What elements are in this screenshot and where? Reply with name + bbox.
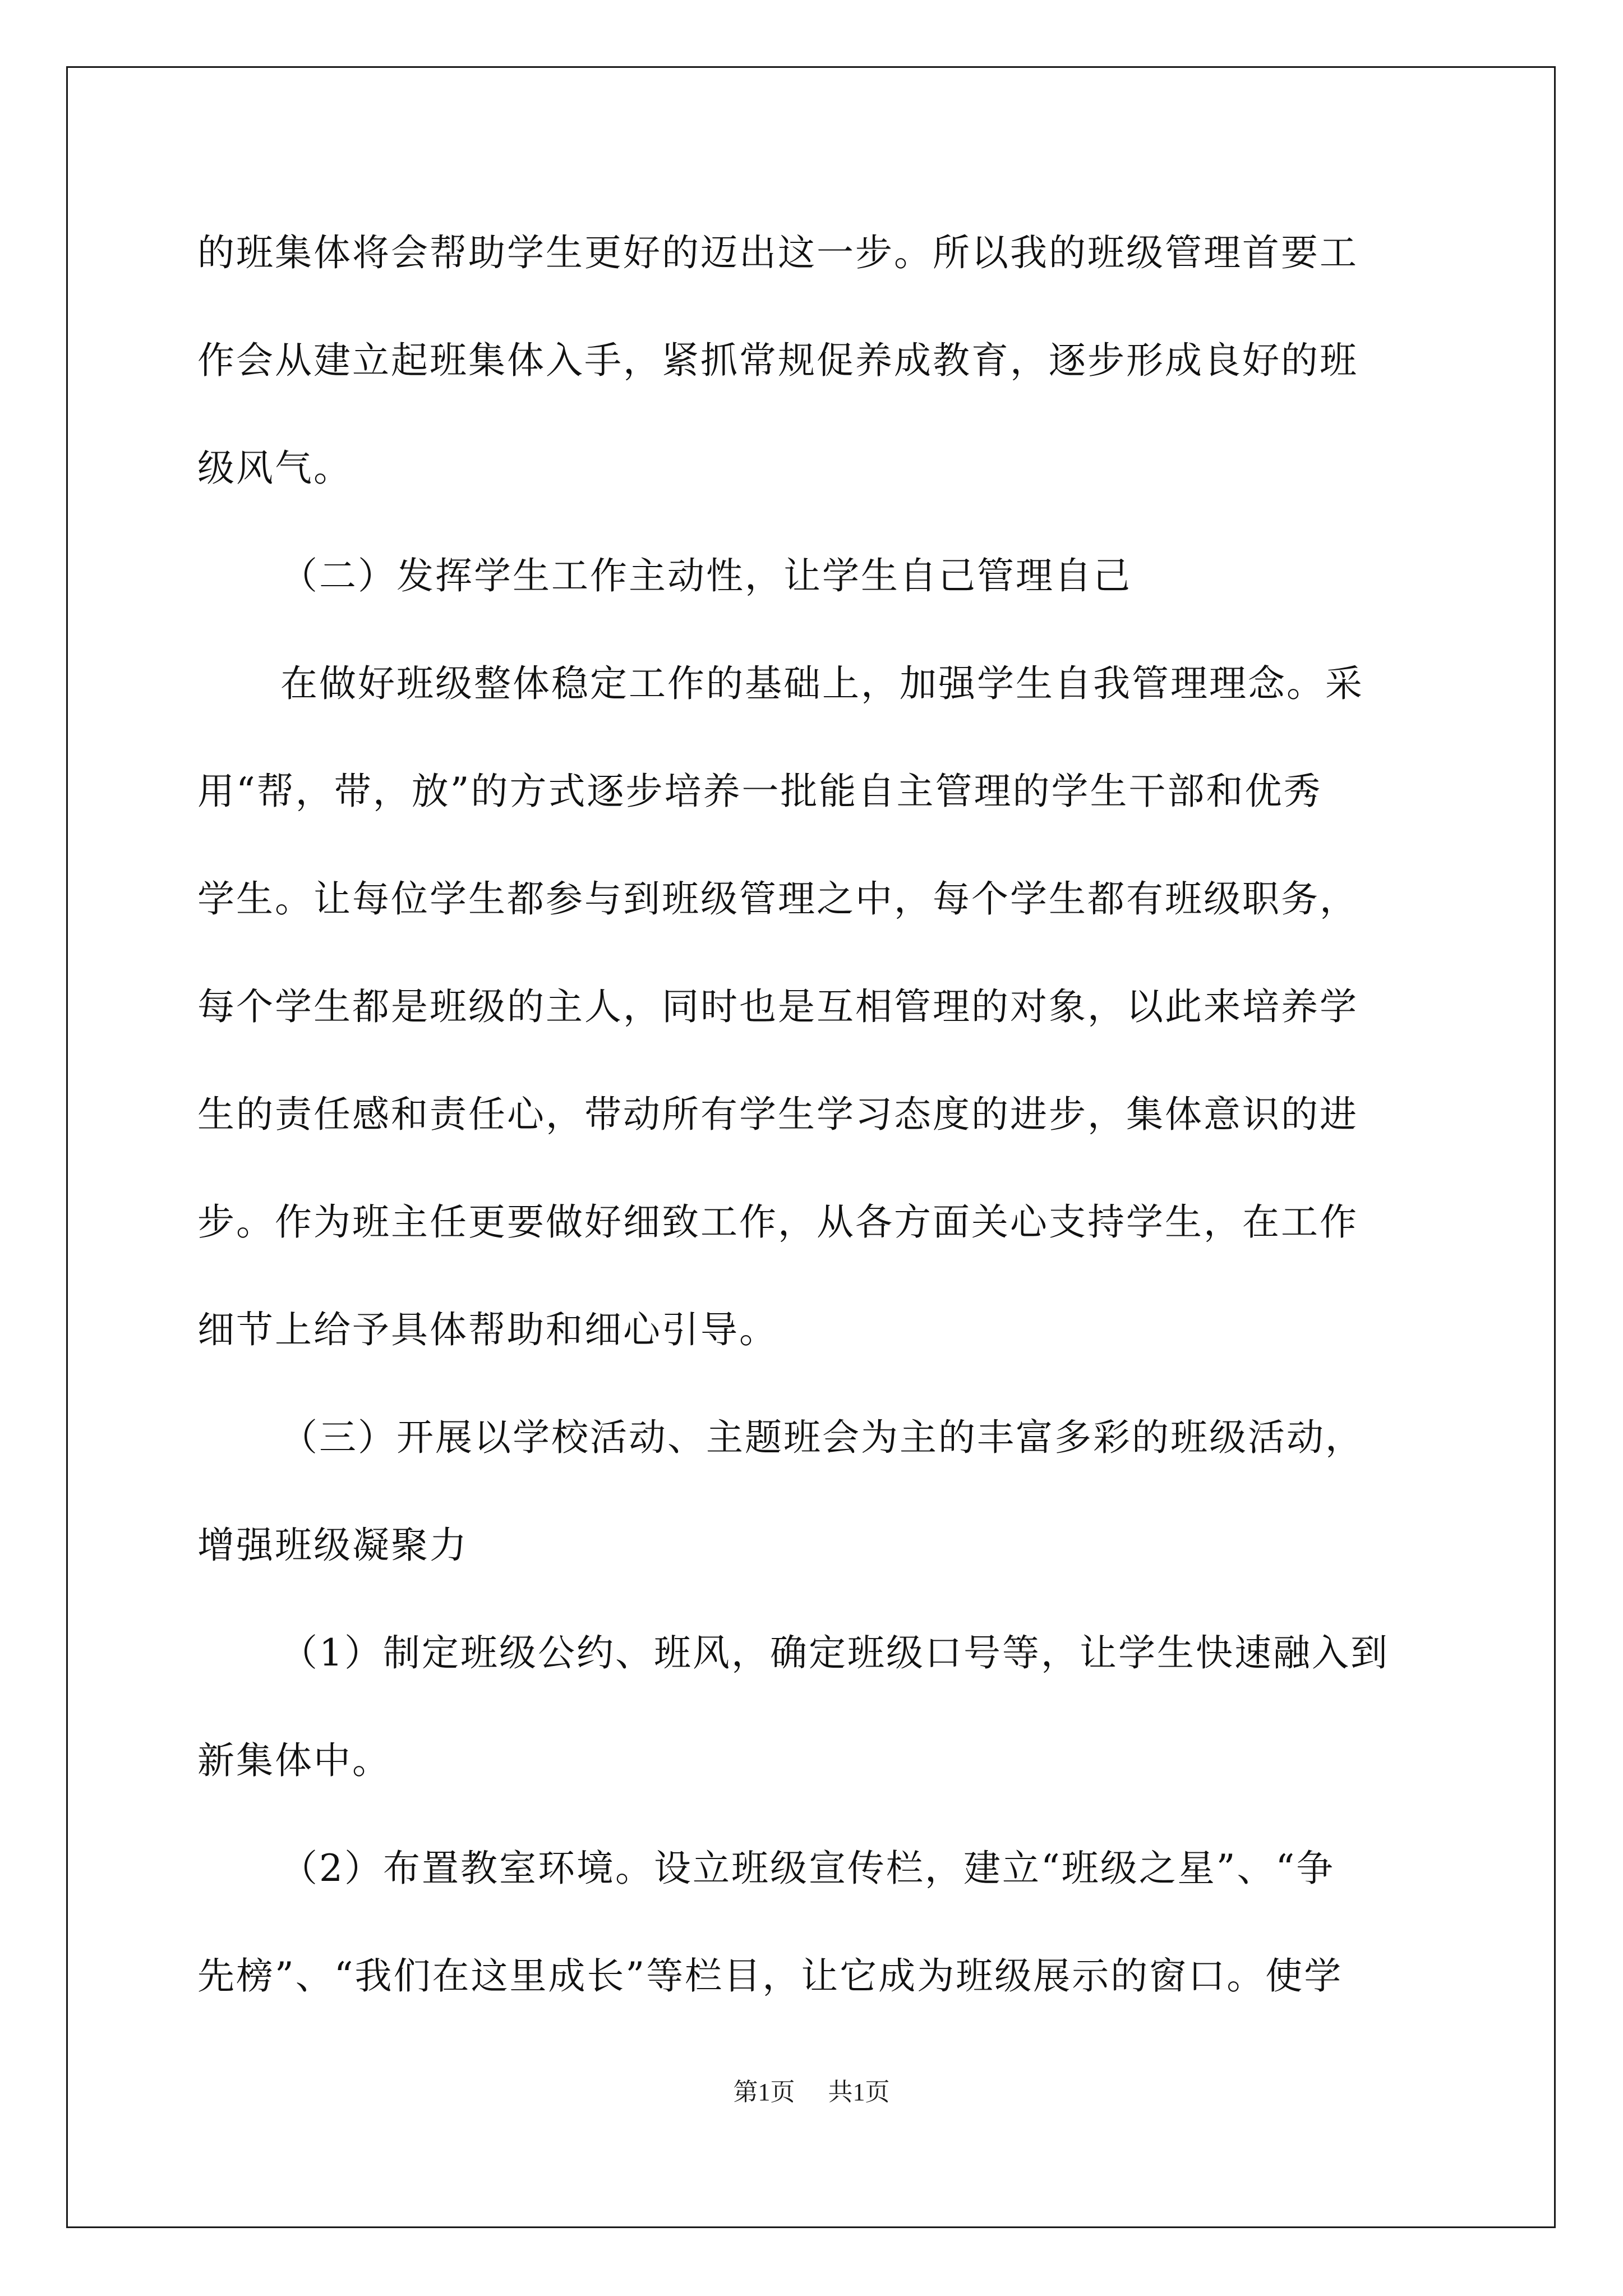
body-line: 先榜”、“我们在这里成长”等栏目，让它成为班级展示的窗口。使学 (197, 1954, 1343, 1998)
body-line: 级风气。 (197, 447, 352, 490)
list-item-2: （2）布置教室环境。设立班级宣传栏，建立“班级之星”、“争 (280, 1847, 1335, 1890)
body-line: 每个学生都是班级的主人，同时也是互相管理的对象，以此来培养学 (197, 985, 1358, 1028)
page-number-current: 第1页 (733, 2078, 795, 2106)
body-line: 用“帮，带，放”的方式逐步培养一批能自主管理的学生干部和优秀 (197, 770, 1322, 813)
list-item-1: （1）制定班级公约、班风，确定班级口号等，让学生快速融入到 (280, 1631, 1389, 1674)
body-line: 生的责任感和责任心，带动所有学生学习态度的进步，集体意识的进 (197, 1093, 1358, 1136)
page-number-total: 共1页 (828, 2078, 890, 2106)
body-line: 步。作为班主任更要做好细致工作，从各方面关心支持学生，在工作 (197, 1200, 1358, 1244)
section-heading-3: （三）开展以学校活动、主题班会为主的丰富多彩的班级活动， (280, 1416, 1364, 1459)
body-line: 的班集体将会帮助学生更好的迈出这一步。所以我的班级管理首要工 (197, 231, 1358, 274)
document-body (197, 199, 1431, 2030)
body-line: 新集体中。 (197, 1739, 391, 1782)
section-heading-2: （二）发挥学生工作主动性，让学生自己管理自己 (280, 554, 1132, 597)
page-footer (0, 2076, 1623, 2109)
body-line: 细节上给予具体帮助和细心引导。 (197, 1308, 778, 1351)
body-line: 学生。让每位学生都参与到班级管理之中，每个学生都有班级职务， (197, 877, 1358, 921)
body-line: 增强班级凝聚力 (197, 1524, 468, 1567)
body-line: 作会从建立起班集体入手，紧抓常规促养成教育，逐步形成良好的班 (197, 339, 1358, 382)
body-line: 在做好班级整体稳定工作的基础上，加强学生自我管理理念。采 (280, 662, 1364, 705)
